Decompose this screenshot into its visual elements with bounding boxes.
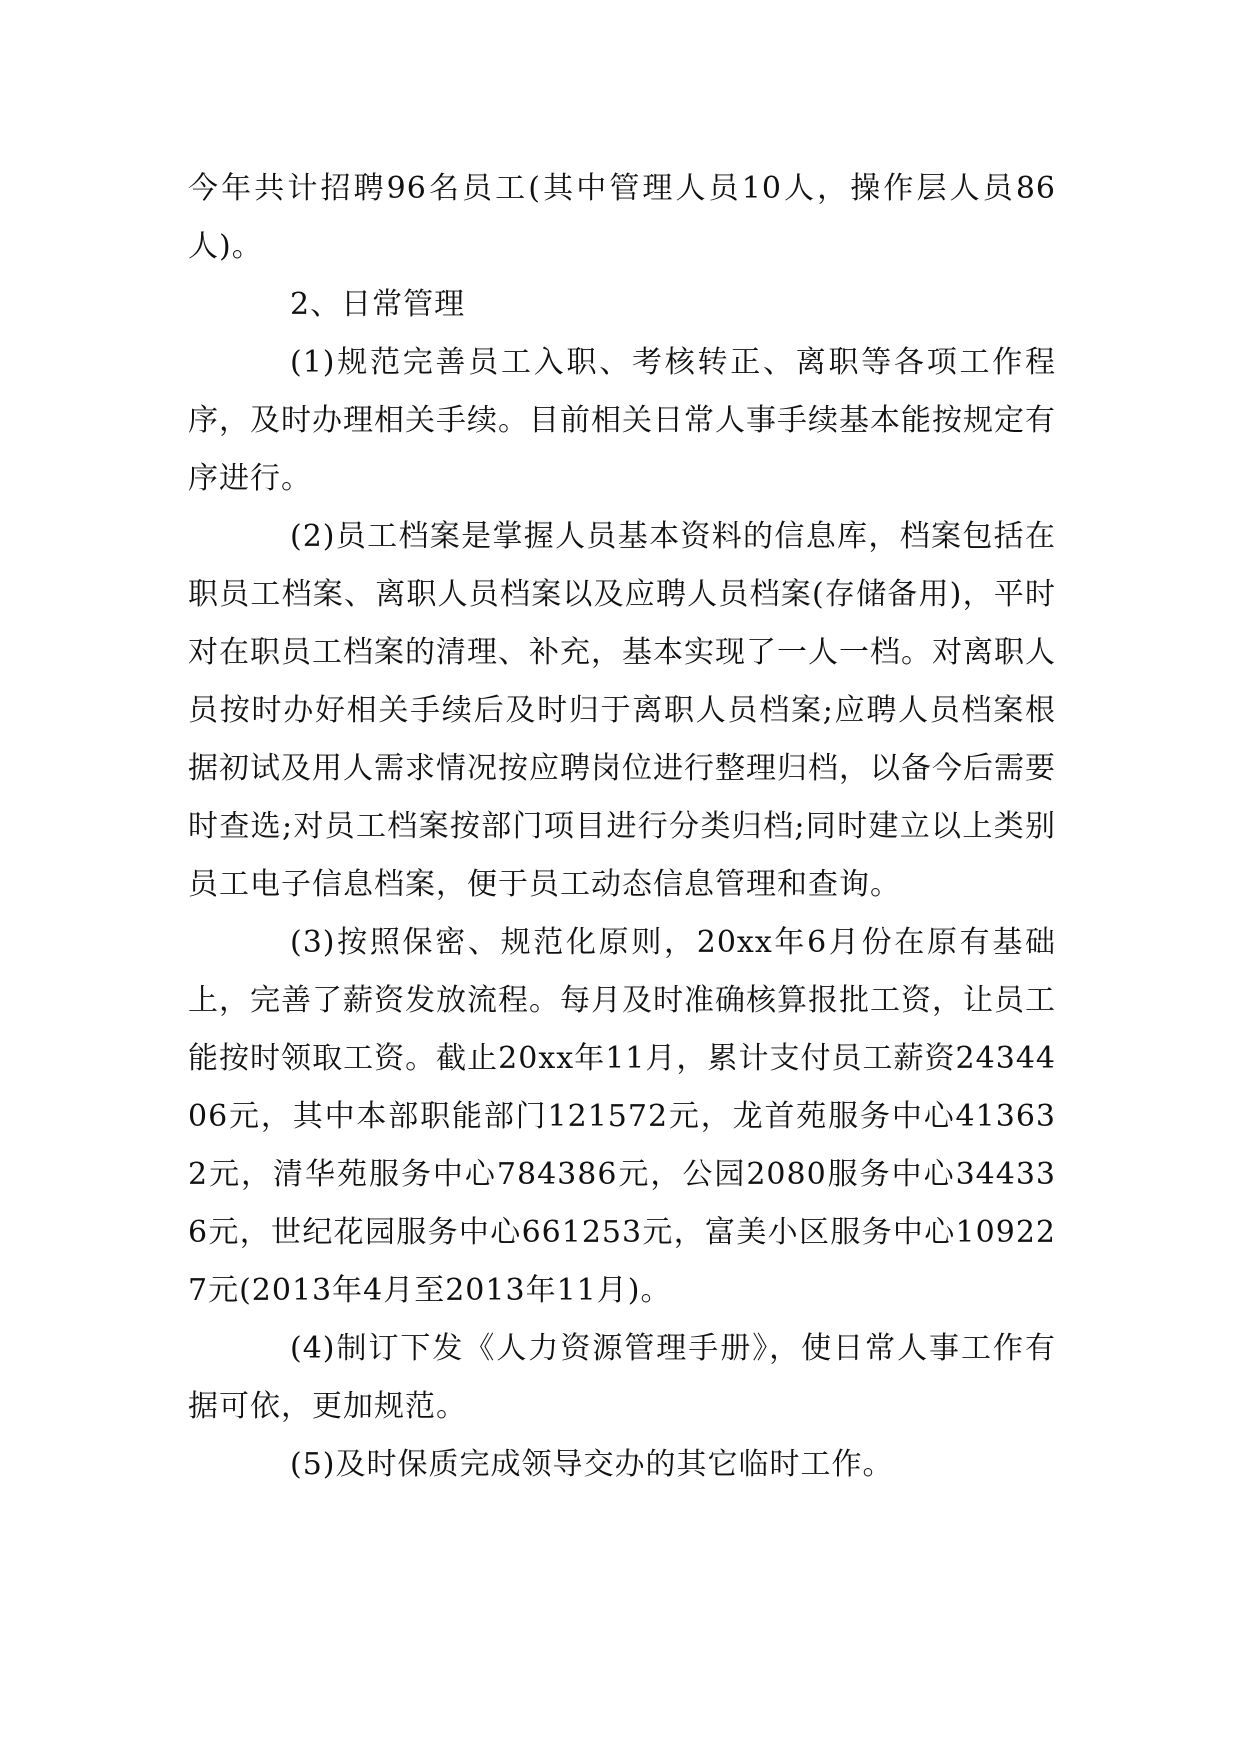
paragraph-item-1: (1)规范完善员工入职、考核转正、离职等各项工作程序，及时办理相关手续。目前相关日常人事手续基本能按规定有序进行。 bbox=[188, 345, 1056, 496]
paragraph-item-2: (2)员工档案是掌握人员基本资料的信息库，档案包括在职员工档案、离职人员档案以及应聘人员档案(存储备用)，平时对在职员工档案的清理、补充，基本实现了一人一档。对离职人员按时办好相关手续后及时归于离职人员档案;应聘人员档案根据初试及用人需求情况按应聘岗位进行整理归档，以备今后需要时查选;对员工档案按部门项目进行分类归档;同时建立以上类别员工电子信息档案，便于员工动态信息管理和查询。 bbox=[188, 519, 1056, 902]
paragraph-item-3: (3)按照保密、规范化原则，20xx年6月份在原有基础上，完善了薪资发放流程。每月及时准确核算报批工资，让员工能按时领取工资。截止20xx年11月，累计支付员工薪资2434406元，其中本部职能部门121572元，龙首苑服务中心413632元，清华苑服务中心784386元，公园2080服务中心344336元，世纪花园服务中心661253元，富美小区服务中心109227元(2013年4月至2013年11月)。 bbox=[188, 925, 1056, 1308]
section-heading-daily-management: 2、日常管理 bbox=[290, 287, 466, 322]
paragraph-item-5: (5)及时保质完成领导交办的其它临时工作。 bbox=[290, 1447, 894, 1482]
document-body bbox=[188, 160, 1056, 1494]
paragraph-recruitment-summary: 今年共计招聘96名员工(其中管理人员10人，操作层人员86人)。 bbox=[188, 171, 1056, 264]
paragraph-item-4: (4)制订下发《人力资源管理手册》，使日常人事工作有据可依，更加规范。 bbox=[188, 1331, 1056, 1424]
